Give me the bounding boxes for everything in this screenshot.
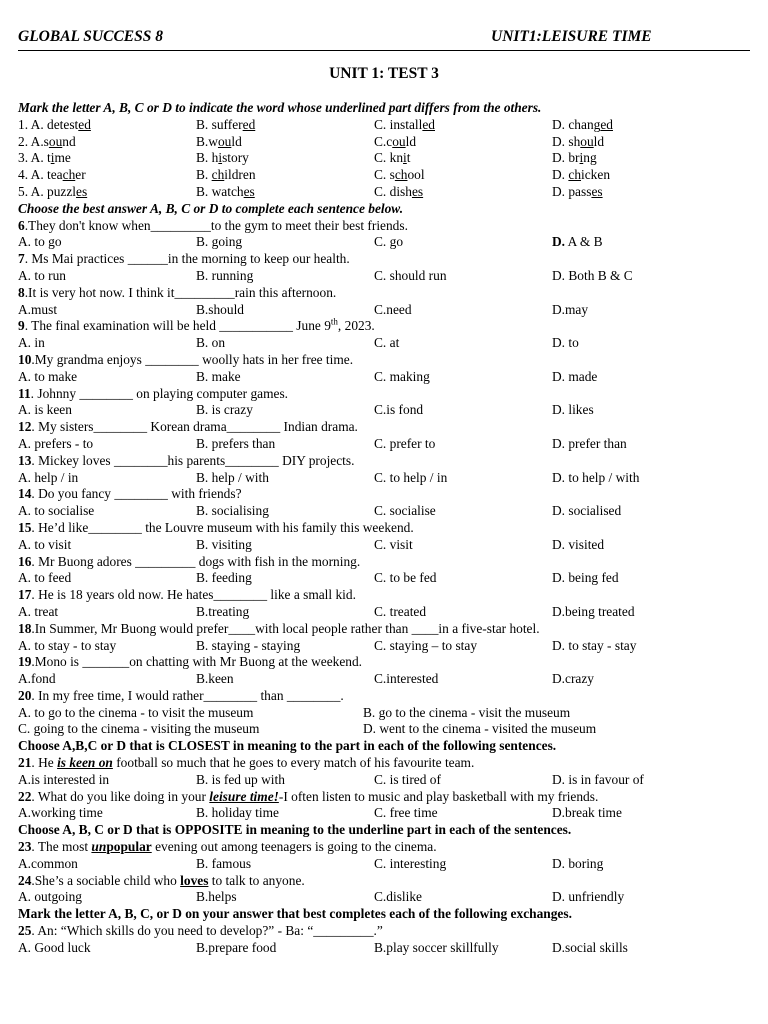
option-d: D. visited	[552, 536, 605, 552]
option-b: B.should	[196, 301, 244, 317]
option-a: A. Good luck	[18, 939, 91, 955]
question-text: . He is 18 years old now. He hates________ like a small kid.	[31, 587, 356, 603]
question-number: 22	[18, 788, 32, 804]
option-d: D. socialised	[552, 503, 622, 519]
option-c: C.dislike	[374, 889, 422, 905]
question-24-options	[18, 889, 753, 906]
question-12-options	[18, 436, 753, 453]
option-d: D. changed	[552, 116, 613, 132]
option-a: A. to visit	[18, 536, 72, 552]
option-a: A. is keen	[18, 402, 72, 418]
option-a: A. to socialise	[18, 503, 95, 519]
option-b: B. going	[196, 234, 243, 250]
option-d: D. A & B	[552, 234, 603, 250]
option-a: A. to make	[18, 368, 78, 384]
question-number: 20	[18, 687, 32, 703]
option-a: 2. A.sound	[18, 133, 76, 149]
question-number: 10	[18, 351, 32, 367]
option-b: B. make	[196, 368, 241, 384]
option-a: 4. A. teacher	[18, 167, 86, 183]
option-a: 3. A. time	[18, 150, 71, 166]
question-11-options	[18, 402, 753, 419]
option-b: B.prepare food	[196, 939, 277, 955]
question-number: 25	[18, 923, 32, 939]
option-d: D. boring	[552, 855, 604, 871]
option-b: B. socialising	[196, 503, 269, 519]
question-15-options	[18, 537, 753, 554]
option-b: B. go to the cinema - visit the museum	[363, 704, 571, 720]
option-b: B. feeding	[196, 570, 252, 586]
option-b: B. history	[196, 150, 249, 166]
option-b: B.keen	[196, 671, 234, 687]
option-c: C. to help / in	[374, 469, 448, 485]
option-d: D. prefer than	[552, 435, 627, 451]
question-number: 17	[18, 587, 32, 603]
option-b: B. prefers than	[196, 435, 276, 451]
option-d: D. chicken	[552, 167, 611, 183]
option-a: A. in	[18, 335, 45, 351]
question-8-options	[18, 302, 753, 319]
question-text: .Mono is _______on chatting with Mr Buong at the weekend.	[31, 654, 363, 670]
question-stem	[18, 587, 753, 604]
question-text: . The final examination will be held ___________ June 9	[24, 318, 331, 334]
question-1-options	[18, 117, 753, 134]
option-c: C. go	[374, 234, 404, 250]
question-text: .It is very hot now. I think it_________rain this afternoon.	[24, 284, 337, 300]
option-d: D.being treated	[552, 603, 635, 619]
question-number: 6	[18, 217, 25, 233]
question-20-options-ab	[18, 705, 753, 722]
question-text: . An: “Which skills do you need to develop?” - Ba: “_________.”	[31, 923, 383, 939]
option-c: C. making	[374, 368, 430, 384]
option-c: C.need	[374, 301, 412, 317]
question-number: 16	[18, 553, 32, 569]
option-a: A.working time	[18, 805, 103, 821]
option-c: C. visit	[374, 536, 413, 552]
option-d: D. to help / with	[552, 469, 640, 485]
option-d: D. bring	[552, 150, 597, 166]
question-17-options	[18, 604, 753, 621]
option-b: B. watches	[196, 183, 255, 199]
question-number: 15	[18, 519, 32, 535]
question-text: . Ms Mai practices ______in the morning to keep our health.	[24, 251, 350, 267]
question-19-options	[18, 671, 753, 688]
option-b: B. famous	[196, 855, 252, 871]
question-text: . Mr Buong adores _________ dogs with fish in the morning.	[31, 553, 361, 569]
option-d: D. to	[552, 335, 579, 351]
option-b: B.treating	[196, 603, 250, 619]
question-text: . Do you fancy ________ with friends?	[31, 486, 242, 502]
option-c: C. installed	[374, 116, 435, 132]
question-9-options	[18, 335, 753, 352]
option-a: A. prefers - to	[18, 435, 94, 451]
option-b: B. is fed up with	[196, 771, 285, 787]
option-a: A. to run	[18, 267, 66, 283]
question-5-options	[18, 184, 753, 201]
question-23-options	[18, 856, 753, 873]
option-b: B. staying - staying	[196, 637, 301, 653]
option-b: B. children	[196, 167, 256, 183]
section-instruction: Mark the letter A, B, C, or D on your answer that best completes each of the following exchanges.	[18, 906, 572, 922]
option-b: B.would	[196, 133, 242, 149]
question-stem	[18, 419, 753, 436]
option-a: 1. A. detested	[18, 116, 91, 132]
option-c: C. staying – to stay	[374, 637, 478, 653]
section-instruction: Choose A,B,C or D that is CLOSEST in meaning to the part in each of the following sentences.	[18, 738, 557, 754]
option-c: C. interesting	[374, 855, 447, 871]
question-4-options	[18, 167, 753, 184]
option-d: D. unfriendly	[552, 889, 625, 905]
option-a: A. help / in	[18, 469, 79, 485]
question-stem	[18, 688, 753, 705]
option-c: C. treated	[374, 603, 427, 619]
question-13-options	[18, 470, 753, 487]
option-d: D.crazy	[552, 671, 595, 687]
option-b: B. running	[196, 267, 254, 283]
question-text: . Johnny ________ on playing computer games.	[30, 385, 289, 401]
option-c: C.interested	[374, 671, 439, 687]
question-stem	[18, 285, 753, 302]
option-d: D. being fed	[552, 570, 619, 586]
option-a: A. to go	[18, 234, 62, 250]
option-b: B.helps	[196, 889, 237, 905]
key-phrase: leisure time!	[209, 788, 279, 804]
question-number: 13	[18, 452, 32, 468]
question-6-options	[18, 234, 753, 251]
option-a: A. to feed	[18, 570, 72, 586]
key-word: unpopular	[91, 839, 152, 855]
header-unit: UNIT1:LEISURE TIME	[491, 28, 652, 45]
option-d: D. made	[552, 368, 598, 384]
question-22-options	[18, 805, 753, 822]
question-number: 24	[18, 872, 32, 888]
option-c: C. prefer to	[374, 435, 436, 451]
question-7-options	[18, 268, 753, 285]
option-d: D. Both B & C	[552, 267, 633, 283]
question-text: .They don't know when_________to the gym to meet their best friends.	[24, 217, 408, 233]
question-number: 19	[18, 654, 32, 670]
question-number: 23	[18, 839, 32, 855]
question-stem	[18, 386, 753, 403]
question-text: .In Summer, Mr Buong would prefer____with local people rather than ____in a five-star hotel.	[31, 620, 540, 636]
option-c: C. going to the cinema - visiting the museum	[18, 721, 260, 737]
option-b: B. is crazy	[196, 402, 253, 418]
option-c: C. is tired of	[374, 771, 441, 787]
question-stem	[18, 654, 753, 671]
key-word: loves	[180, 872, 209, 888]
question-stem	[18, 486, 753, 503]
option-d: D.may	[552, 301, 589, 317]
question-stem: 23. The most unpopular evening out among teenagers is going to the cinema.	[18, 839, 437, 855]
question-stem	[18, 923, 753, 940]
option-a: A.common	[18, 855, 78, 871]
question-number: 14	[18, 486, 32, 502]
option-d: D.break time	[552, 805, 622, 821]
question-text: . Mickey loves ________his parents________ DIY projects.	[31, 452, 355, 468]
question-text: . My sisters________ Korean drama________ Indian drama.	[31, 419, 358, 435]
option-c: C. school	[374, 167, 425, 183]
question-stem	[18, 218, 753, 235]
section-instruction: Choose the best answer A, B, C or D to complete each sentence below.	[18, 200, 404, 216]
question-text: . In my free time, I would rather________ than ________.	[31, 687, 344, 703]
question-3-options	[18, 150, 753, 167]
question-21-options	[18, 772, 753, 789]
option-a: 5. A. puzzles	[18, 183, 88, 199]
question-16-options	[18, 570, 753, 587]
question-stem	[18, 251, 753, 268]
option-c: C.could	[374, 133, 417, 149]
option-d: D. is in favour of	[552, 771, 644, 787]
question-stem	[18, 318, 753, 335]
question-number: 18	[18, 620, 32, 636]
question-stem: 24.She’s a sociable child who loves to talk to anyone.	[18, 872, 305, 888]
section-instruction: Choose A, B, C or D that is OPPOSITE in meaning to the underline part in each of the sentences.	[18, 822, 572, 838]
question-number: 11	[18, 385, 31, 401]
question-text: . He’d like________ the Louvre museum with his family this weekend.	[31, 519, 414, 535]
option-d: D. likes	[552, 402, 594, 418]
question-25-options	[18, 940, 753, 957]
option-a: A.must	[18, 301, 58, 317]
option-a: A. to stay - to stay	[18, 637, 117, 653]
question-number: 9	[18, 318, 25, 334]
option-b: B. on	[196, 335, 226, 351]
option-b: B. help / with	[196, 469, 269, 485]
question-14-options	[18, 503, 753, 520]
page-header	[18, 26, 750, 51]
option-d: D. should	[552, 133, 605, 149]
option-c: C. dishes	[374, 183, 424, 199]
option-c: C. knit	[374, 150, 411, 166]
option-c: C. at	[374, 335, 400, 351]
question-number: 21	[18, 755, 32, 771]
option-a: A. treat	[18, 603, 59, 619]
question-text-tail: , 2023.	[337, 318, 375, 334]
option-d: D. to stay - stay	[552, 637, 637, 653]
question-stem	[18, 554, 753, 571]
option-a: A. to go to the cinema - to visit the museum	[18, 704, 254, 720]
question-stem: 22. What do you like doing in your leisure time!-I often listen to music and play basketball with my friends.	[18, 788, 599, 804]
question-text: .My grandma enjoys ________ woolly hats in her free time.	[31, 351, 354, 367]
page-title: UNIT 1: TEST 3	[329, 65, 439, 82]
question-2-options	[18, 134, 753, 151]
option-c: C.is fond	[374, 402, 424, 418]
question-number: 12	[18, 419, 32, 435]
question-20-options-cd	[18, 721, 753, 738]
header-course: GLOBAL SUCCESS 8	[18, 28, 163, 45]
test-content	[18, 100, 753, 957]
option-a: A. outgoing	[18, 889, 82, 905]
question-10-options	[18, 369, 753, 386]
option-d: D.social skills	[552, 939, 628, 955]
option-a: A.fond	[18, 671, 56, 687]
option-b: B. visiting	[196, 536, 252, 552]
key-phrase: is keen on	[57, 755, 113, 771]
option-b: B. holiday time	[196, 805, 279, 821]
section-instruction: Mark the letter A, B, C or D to indicate the word whose underlined part differs from the others.	[18, 100, 542, 115]
option-c: C. should run	[374, 267, 447, 283]
question-number: 7	[18, 251, 25, 267]
question-stem	[18, 621, 753, 638]
question-18-options	[18, 638, 753, 655]
option-d: D. passes	[552, 183, 603, 199]
option-c: C. free time	[374, 805, 438, 821]
question-stem	[18, 520, 753, 537]
option-b: B. suffered	[196, 116, 256, 132]
option-d: D. went to the cinema - visited the museum	[363, 721, 597, 737]
option-a: A.is interested in	[18, 771, 110, 787]
option-c: C. to be fed	[374, 570, 437, 586]
option-c: C. socialise	[374, 503, 436, 519]
ordinal-suffix: th	[330, 316, 338, 327]
question-stem	[18, 352, 753, 369]
question-stem	[18, 453, 753, 470]
question-stem: 21. He is keen on football so much that he goes to every match of his favourite team.	[18, 755, 475, 771]
question-number: 8	[18, 284, 25, 300]
option-c: B.play soccer skillfully	[374, 939, 499, 955]
